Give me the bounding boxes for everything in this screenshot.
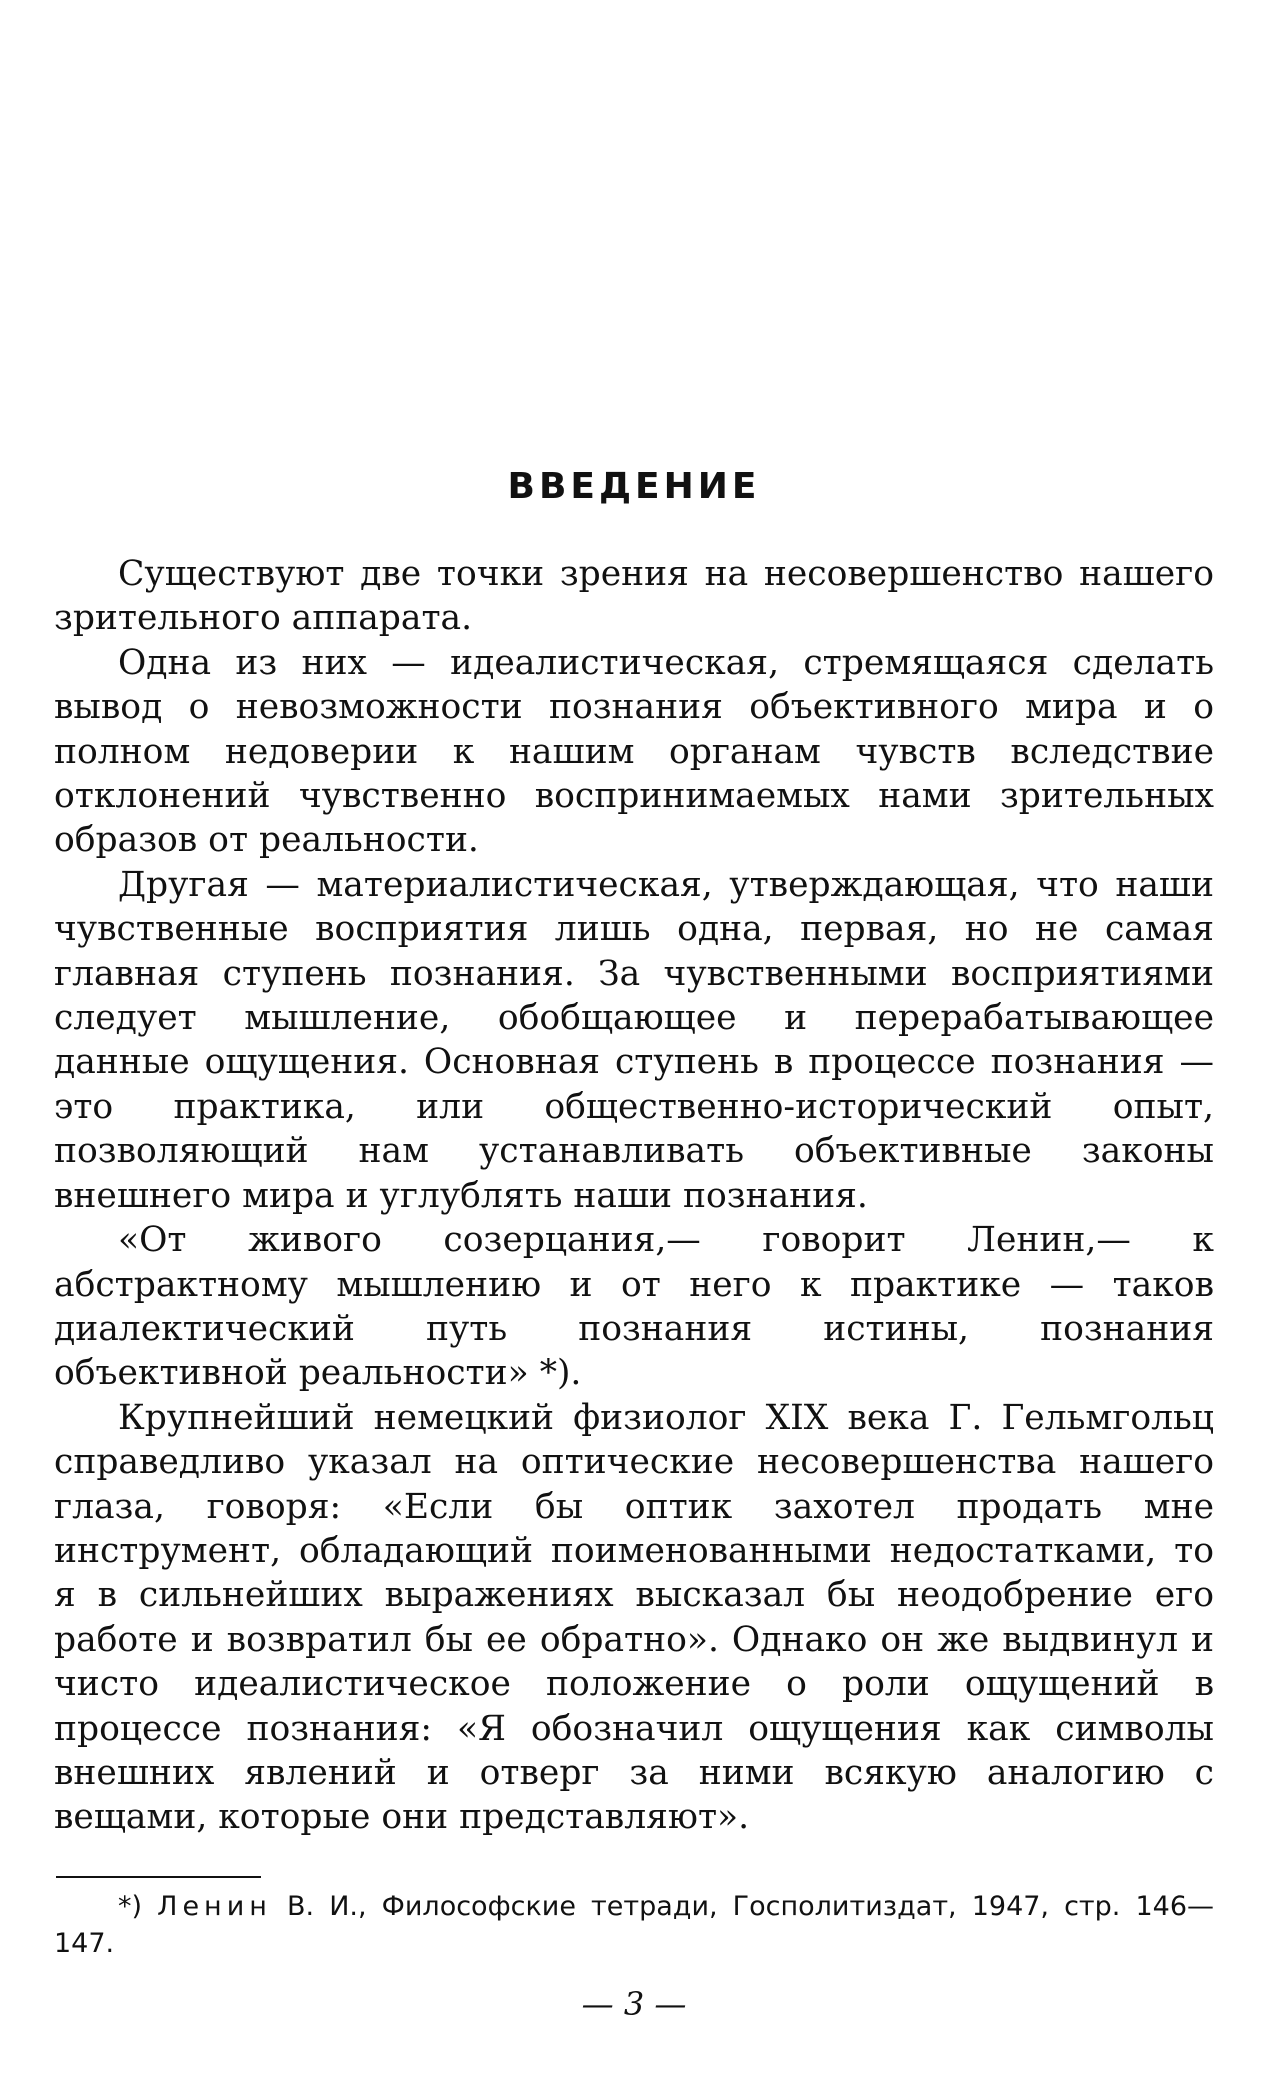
paragraph-3: Другая — материалистическая, утверждающая, что наши чувственные восприятия лишь одна, первая, но не самая главная ступень познания. За чувственными восприятиями следует мышление, обобщающее и перерабатывающее данные ощущения. Основная ступень в процессе познания — это практика, или общественно-исторический опыт, позволяющий нам устанавливать объективные законы внешнего мира и углублять наши познания. bbox=[54, 864, 1214, 1216]
footnote bbox=[54, 1888, 1214, 1962]
paragraph-1: Существуют две точки зрения на несовершенство нашего зрительного аппарата. bbox=[54, 554, 1214, 639]
main-text bbox=[54, 552, 1214, 1840]
paragraph-5: Крупнейший немецкий физиолог XIX века Г. Гельмгольц справедливо указал на оптические несовершенства нашего глаза, говоря: «Если бы оптик захотел продать мне инструмент, обладающий поименованными недостатками, то я в сильнейших выражениях высказал бы неодобрение его работе и возвратил бы ее обратно». Однако он же выдвинул и чисто идеалистическое положение о роли ощущений в процессе познания: «Я обозначил ощущения как символы внешних явлений и отверг за ними всякую аналогию с вещами, которые они представляют». bbox=[54, 1397, 1214, 1838]
footnote-author: Ленин bbox=[157, 1891, 272, 1922]
footnote-citation: В. И., Философские тетради, Госполитиздат, 1947, стр. 146—147. bbox=[54, 1891, 1214, 1959]
chapter-heading: ВВЕДЕНИЕ bbox=[507, 466, 761, 507]
paragraph-2: Одна из них — идеалистическая, стремящаяся сделать вывод о невозможности познания объективного мира и о полном недоверии к нашим органам чувств вследствие отклонений чувственно воспринимаемых нами зрительных образов от реальности. bbox=[54, 642, 1214, 861]
footnote-divider bbox=[56, 1876, 261, 1878]
footnote-marker: *) bbox=[118, 1891, 143, 1922]
footnote-text bbox=[54, 1888, 1214, 1962]
page-number: — 3 — bbox=[581, 1985, 687, 2023]
paragraph-4: «От живого созерцания,— говорит Ленин,— к абстрактному мышлению и от него к практике — таков диалектический путь познания истины, познания объективной реальности» *). bbox=[54, 1220, 1214, 1394]
